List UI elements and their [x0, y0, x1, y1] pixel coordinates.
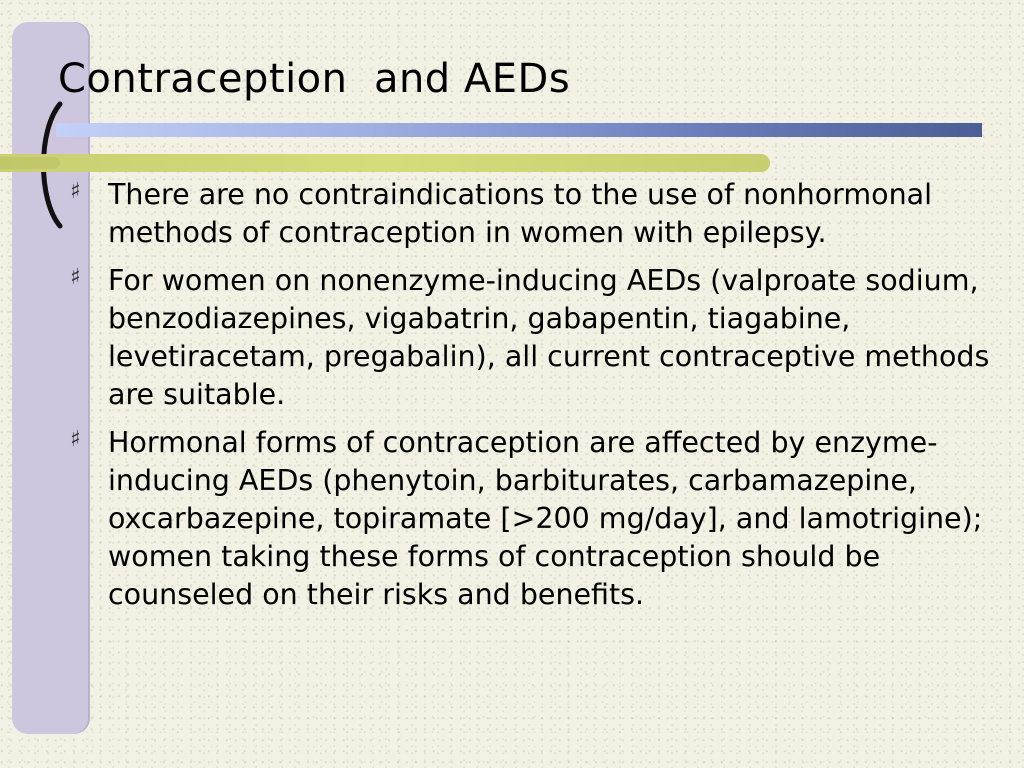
accent-bar — [0, 154, 770, 172]
bullet-icon: ♯ — [70, 427, 81, 452]
bullet-item — [70, 176, 1000, 252]
bullet-item — [70, 424, 1000, 614]
title-underline-rule — [56, 123, 982, 137]
bullet-text: For women on nonenzyme-inducing AEDs (valproate sodium, benzodiazepines, vigabatrin, gabapentin, tiagabine, levetiracetam, pregabalin), all current contraceptive methods are suitable. — [108, 264, 990, 411]
bullet-text: There are no contraindications to the use of nonhormonal methods of contraception in women with epilepsy. — [108, 178, 933, 249]
bullet-item — [70, 262, 1000, 414]
bullet-icon: ♯ — [70, 265, 81, 290]
bullet-icon: ♯ — [70, 179, 81, 204]
bullet-list — [70, 176, 1000, 624]
bullet-text: Hormonal forms of contraception are affected by enzyme-inducing AEDs (phenytoin, barbiturates, carbamazepine, oxcarbazepine, topiramate [>200 mg/day], and lamotrigine); women taking these forms of contraception should be counseled on their risks and benefits. — [108, 426, 983, 611]
slide-title: Contraception and AEDs — [58, 56, 571, 102]
